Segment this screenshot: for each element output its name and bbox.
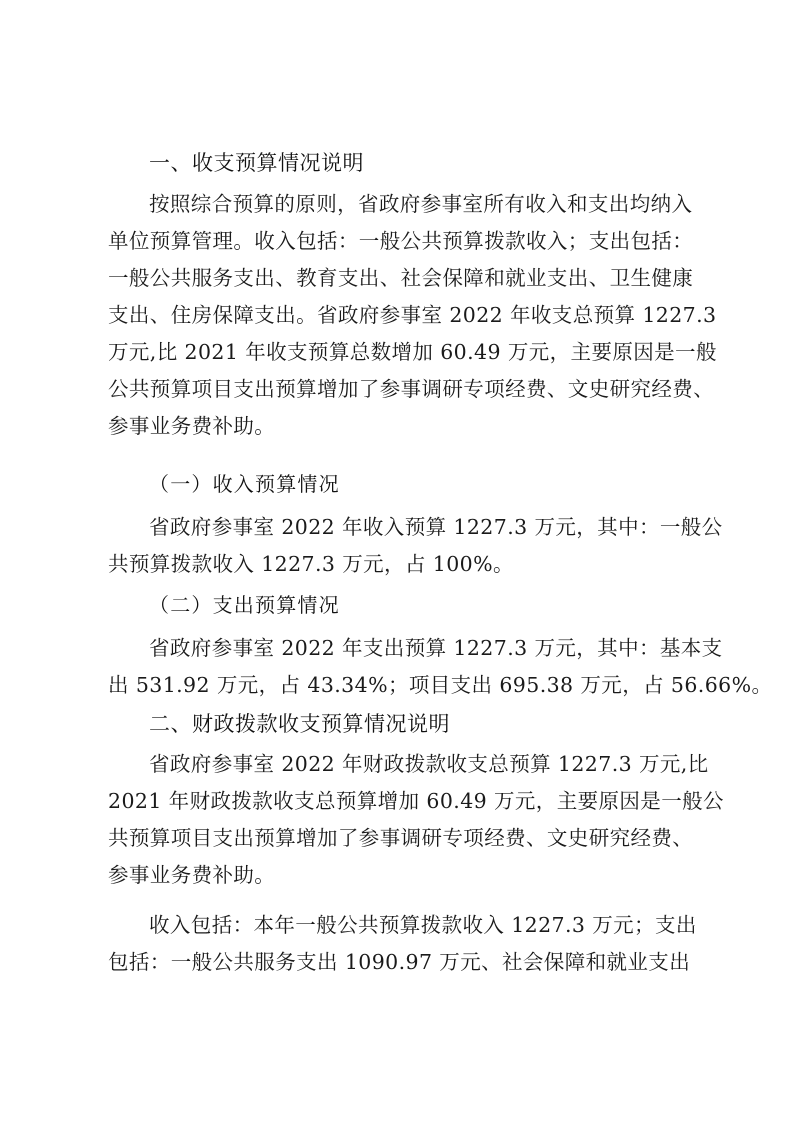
sub1-paragraph [108,509,723,583]
sub2-paragraph [108,630,773,704]
sub2-heading: （二）支出预算情况 [149,593,340,617]
section1-heading: 一、收支预算情况说明 [149,151,364,175]
paragraph-line: 参事业务费补助。 [108,863,276,887]
paragraph-line: 参事业务费补助。 [108,414,276,438]
paragraph-line: 万元,比 2021 年收支预算总数增加 60.49 万元，主要原因是一般 [108,340,717,364]
paragraph-line: 包括：一般公共服务支出 1090.97 万元、社会保障和就业支出 [108,950,691,974]
paragraph-line: 省政府参事室 2022 年支出预算 1227.3 万元，其中：基本支 [149,636,723,660]
paragraph-line: 出 531.92 万元，占 43.34%；项目支出 695.38 万元，占 56.66%。 [108,673,773,697]
paragraph-line: 收入包括：本年一般公共预算拨款收入 1227.3 万元；支出 [149,913,697,937]
section2-heading: 二、财政拨款收支预算情况说明 [149,712,450,736]
paragraph-line: 省政府参事室 2022 年收入预算 1227.3 万元，其中：一般公 [149,515,723,539]
section2-paragraph-2 [108,907,697,981]
paragraph-line: 一般公共服务支出、教育支出、社会保障和就业支出、卫生健康 [108,266,694,290]
paragraph-line: 共预算项目支出预算增加了参事调研专项经费、文史研究经费、 [108,826,694,850]
sub1-heading: （一）收入预算情况 [149,472,340,496]
paragraph-line: 单位预算管理。收入包括：一般公共预算拨款收入；支出包括： [108,229,694,253]
paragraph-line: 2021 年财政拨款收支总预算增加 60.49 万元，主要原因是一般公 [108,789,724,813]
section1-paragraph [108,186,717,445]
paragraph-line: 支出、住房保障支出。省政府参事室 2022 年收支总预算 1227.3 [108,303,717,327]
paragraph-line: 共预算拨款收入 1227.3 万元，占 100%。 [108,552,514,576]
paragraph-line: 公共预算项目支出预算增加了参事调研专项经费、文史研究经费、 [108,377,715,401]
section2-paragraph-1 [108,746,724,894]
paragraph-line: 按照综合预算的原则，省政府参事室所有收入和支出均纳入 [149,192,693,216]
paragraph-line: 省政府参事室 2022 年财政拨款收支总预算 1227.3 万元,比 [149,752,709,776]
